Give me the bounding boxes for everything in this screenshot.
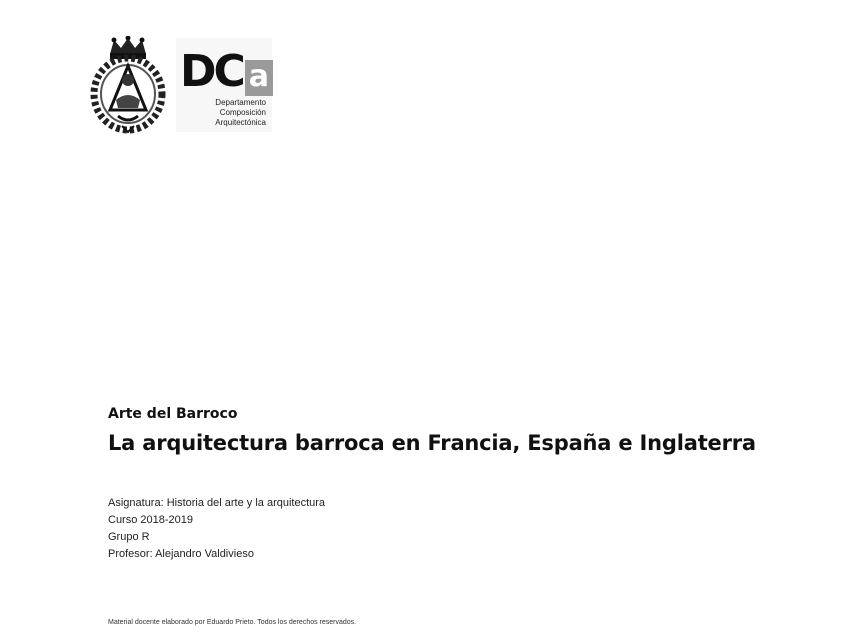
course-year-line: Curso 2018-2019 xyxy=(108,514,194,526)
dca-letter-c: C xyxy=(213,46,243,97)
department-name-line: Departamento xyxy=(215,98,266,107)
copyright-footer: Material docente elaborado por Eduardo Prieto. Todos los derechos reservados. xyxy=(108,619,357,626)
subject-line: Asignatura: Historia del arte y la arquitectura xyxy=(108,497,326,509)
department-logo xyxy=(176,38,272,132)
course-details xyxy=(108,495,325,563)
department-name-line: Composición xyxy=(219,108,266,117)
department-name xyxy=(215,98,266,128)
department-name-line: Arquitectónica xyxy=(215,118,266,127)
series-title: Arte del Barroco xyxy=(108,406,238,422)
professor-line: Profesor: Alejandro Valdivieso xyxy=(108,548,254,560)
dca-letter-a: a xyxy=(245,60,273,96)
dca-letter-d: D xyxy=(180,46,214,97)
header-logos xyxy=(88,36,278,136)
group-line: Grupo R xyxy=(108,531,150,543)
dca-logo-mark xyxy=(180,48,273,96)
university-crest-icon xyxy=(88,36,168,134)
document-title: La arquitectura barroca en Francia, España e Inglaterra xyxy=(108,431,756,455)
